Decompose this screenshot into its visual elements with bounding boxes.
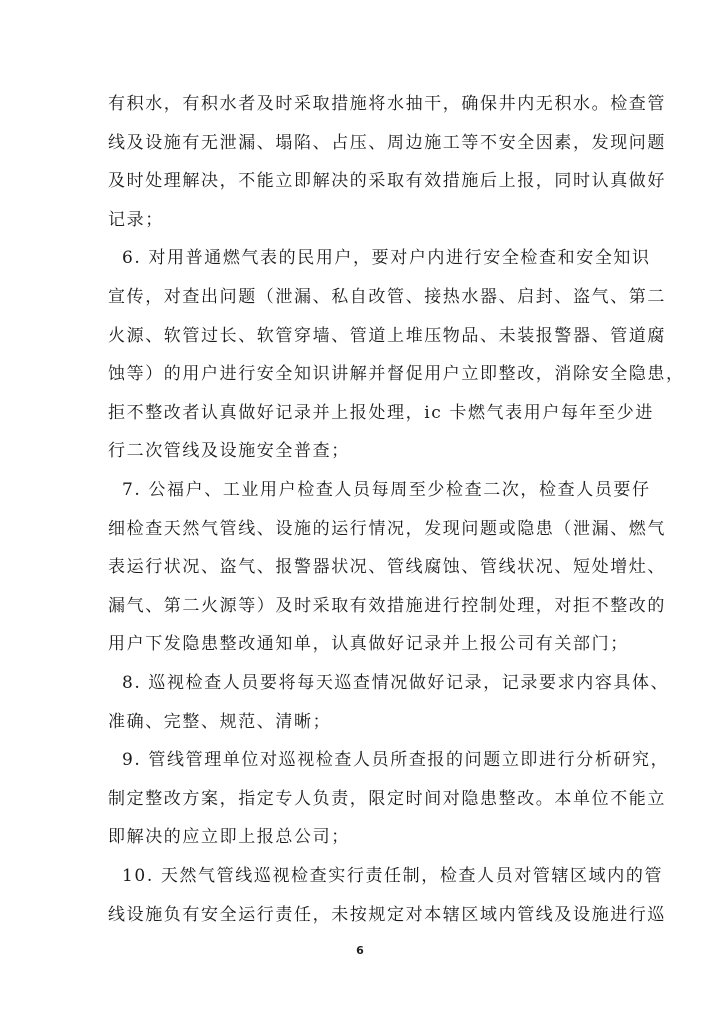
paragraph-line: 及时处理解决，不能立即解决的采取有效措施后上报，同时认真做好 bbox=[108, 171, 666, 192]
paragraph-first-line: 有积水，有积水者及时采取措施将水抽干，确保井内无积水。检查管 bbox=[108, 94, 666, 114]
paragraph-line: 即解决的应立即上报总公司； bbox=[108, 827, 350, 848]
paragraph-line: 拒不整改者认真做好记录并上报处理，ic 卡燃气表用户每年至少进 bbox=[108, 402, 654, 423]
paragraph-first-line: 8. 巡视检查人员要将每天巡查情况做好记录，记录要求内容具体、 bbox=[122, 673, 670, 693]
paragraph-line: 线设施负有安全运行责任，未按规定对本辖区域内管线及设施进行巡 bbox=[108, 904, 666, 925]
paragraph-line: 行二次管线及设施安全普查； bbox=[108, 441, 350, 462]
paragraph-first-line: 9. 管线管理单位对巡视检查人员所查报的问题立即进行分析研究， bbox=[122, 750, 670, 771]
paragraph-first-line: 10. 天然气管线巡视检查实行责任制，检查人员对管辖区域内的管 bbox=[122, 866, 664, 886]
paragraph-line: 宣传，对查出问题（泄漏、私自改管、接热水器、启封、盗气、第二 bbox=[108, 287, 666, 307]
paragraph-line: 记录； bbox=[108, 209, 164, 230]
paragraph-line: 细检查天然气管线、设施的运行情况，发现问题或隐患（泄漏、燃气 bbox=[108, 518, 666, 539]
paragraph-line: 漏气、第二火源等）及时采取有效措施进行控制处理，对拒不整改的 bbox=[108, 595, 666, 616]
paragraph-line: 蚀等）的用户进行安全知识讲解并督促用户立即整改，消除安全隐患， bbox=[108, 364, 685, 385]
paragraph-line: 线及设施有无泄漏、塌陷、占压、周边施工等不安全因素，发现问题 bbox=[108, 132, 666, 153]
paragraph-first-line: 7. 公福户、工业用户检查人员每周至少检查二次，检查人员要仔 bbox=[122, 480, 651, 500]
paragraph-line: 准确、完整、规范、清晰； bbox=[108, 711, 332, 732]
paragraph-line: 火源、软管过长、软管穿墙、管道上堆压物品、未装报警器、管道腐 bbox=[108, 325, 666, 346]
paragraph-first-line: 6. 对用普通燃气表的民用户，要对户内进行安全检查和安全知识 bbox=[122, 248, 651, 269]
paragraph-line: 制定整改方案，指定专人负责，限定时间对隐患整改。本单位不能立 bbox=[108, 788, 666, 809]
paragraph-line: 用户下发隐患整改通知单，认真做好记录并上报公司有关部门； bbox=[108, 634, 629, 655]
page-number: 6 bbox=[356, 944, 364, 957]
paragraph-line: 表运行状况、盗气、报警器状况、管线腐蚀、管线状况、短处增灶、 bbox=[108, 557, 666, 578]
